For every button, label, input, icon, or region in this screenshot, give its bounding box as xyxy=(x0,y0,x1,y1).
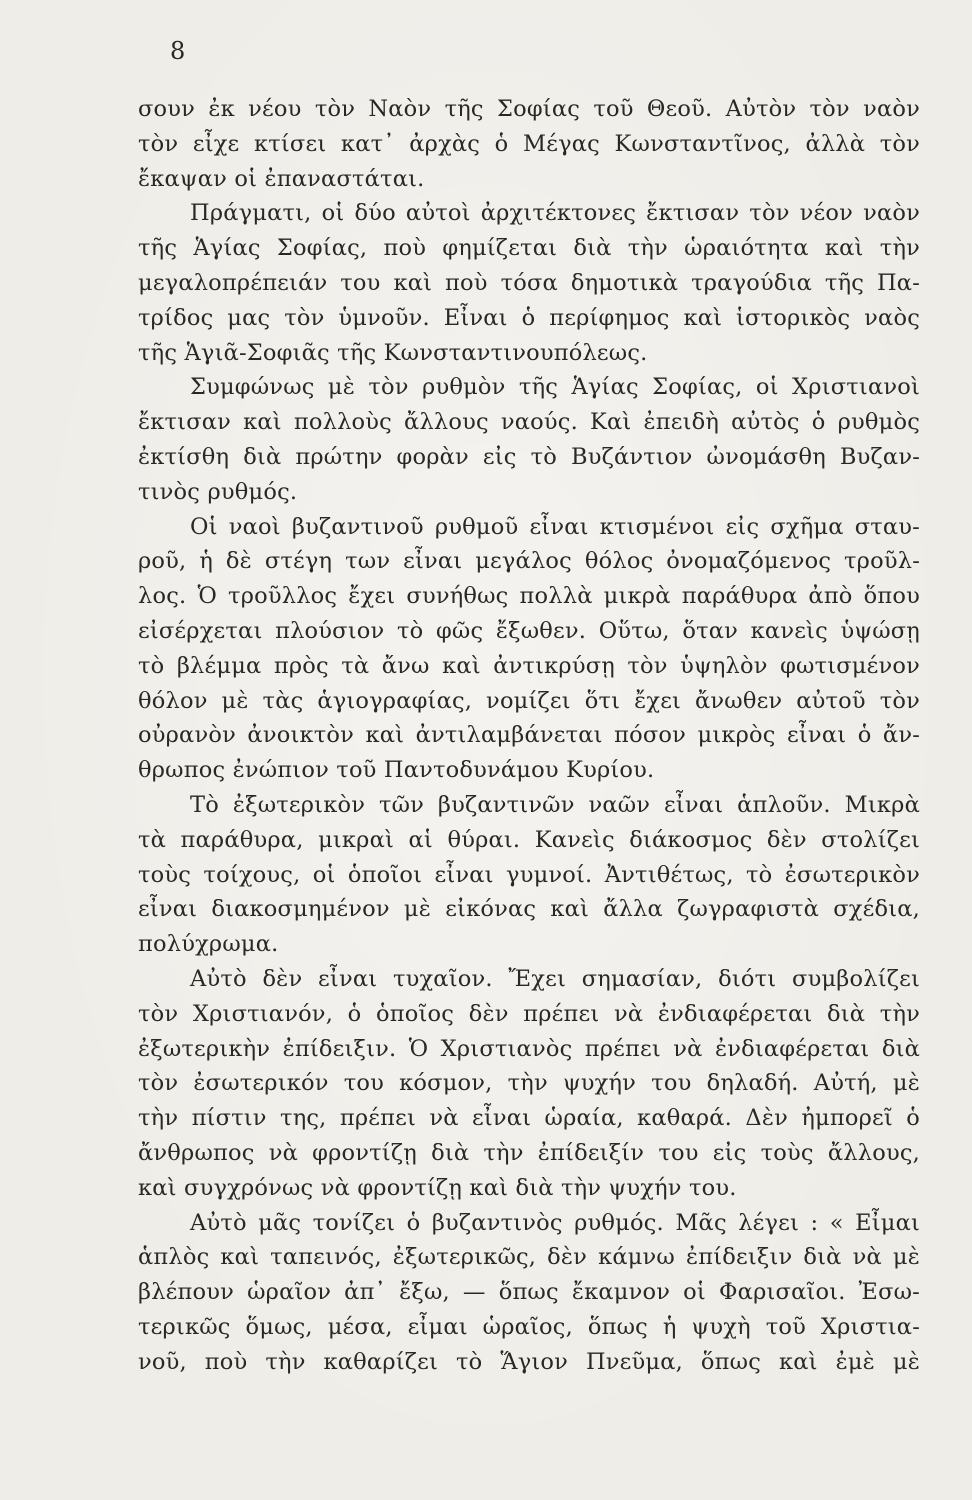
text-line: τινὸς ρυθμός. xyxy=(138,478,298,505)
text-line: τερικῶς ὅμως, μέσα, εἶμαι ὡραῖος, ὅπως ἡ ψυχὴ τοῦ Χριστια- xyxy=(138,1313,920,1340)
text-line: ἄνθρωπος νὰ φροντίζῃ διὰ τὴν ἐπίδειξίν του εἰς τοὺς ἄλλους, xyxy=(138,1139,920,1166)
text-line: ἁπλὸς καὶ ταπεινός, ἐξωτερικῶς, δὲν κάμνω ἐπίδειξιν διὰ νὰ μὲ xyxy=(138,1244,920,1271)
text-line: οὐρανὸν ἀνοικτὸν καὶ ἀντιλαμβάνεται πόσον μικρὸς εἶναι ὁ ἄν- xyxy=(138,722,920,749)
text-line: τὸν Χριστιανόν, ὁ ὁποῖος δὲν πρέπει νὰ ἐνδιαφέρεται διὰ τὴν xyxy=(138,1000,920,1027)
text-line: ἐξωτερικὴν ἐπίδειξιν. Ὁ Χριστιανὸς πρέπει νὰ ἐνδιαφέρεται διὰ xyxy=(138,1035,920,1062)
text-line: Αὐτὸ δὲν εἶναι τυχαῖον. Ἔχει σημασίαν, διότι συμβολίζει xyxy=(190,965,920,992)
page-number: 8 xyxy=(170,37,186,65)
text-line: Οἱ ναοὶ βυζαντινοῦ ρυθμοῦ εἶναι κτισμένοι εἰς σχῆμα σταυ- xyxy=(190,513,920,540)
text-line: ἔκτισαν καὶ πολλοὺς ἄλλους ναούς. Καὶ ἐπειδὴ αὐτὸς ὁ ρυθμὸς xyxy=(138,409,920,436)
text-line: Συμφώνως μὲ τὸν ρυθμὸν τῆς Ἁγίας Σοφίας, οἱ Χριστιανοὶ xyxy=(190,374,920,401)
text-line: μεγαλοπρέπειάν του καὶ ποὺ τόσα δημοτικὰ τραγούδια τῆς Πα- xyxy=(138,269,920,296)
text-line: νοῦ, ποὺ τὴν καθαρίζει τὸ Ἅγιον Πνεῦμα, ὅπως καὶ ἐμὲ μὲ xyxy=(138,1348,920,1375)
text-line: εἶναι διακοσμημένον μὲ εἰκόνας καὶ ἄλλα ζωγραφιστὰ σχέδια, xyxy=(138,896,920,923)
text-line: εἰσέρχεται πλούσιον τὸ φῶς ἔξωθεν. Οὕτω, ὅταν κανεὶς ὑψώσῃ xyxy=(138,617,920,644)
text-line: τοὺς τοίχους, οἱ ὁποῖοι εἶναι γυμνοί. Ἀντιθέτως, τὸ ἐσωτερικὸν xyxy=(138,861,920,888)
body-text xyxy=(138,92,920,1379)
text-line: πολύχρωμα. xyxy=(138,931,279,958)
text-line: τῆς Ἁγίας Σοφίας, ποὺ φημίζεται διὰ τὴν ὡραιότητα καὶ τὴν xyxy=(138,235,920,262)
text-line: τῆς Ἁγιᾶ-Σοφιᾶς τῆς Κωνσταντινουπόλεως. xyxy=(138,339,648,366)
text-line: Τὸ ἐξωτερικὸν τῶν βυζαντινῶν ναῶν εἶναι ἁπλοῦν. Μικρὰ xyxy=(190,791,920,818)
text-line: τὸν ἐσωτερικόν του κόσμον, τὴν ψυχήν του δηλαδή. Αὐτή, μὲ xyxy=(138,1070,920,1097)
text-line: τὰ παράθυρα, μικραὶ αἱ θύραι. Κανεὶς διάκοσμος δὲν στολίζει xyxy=(138,826,920,853)
text-line: Αὐτὸ μᾶς τονίζει ὁ βυζαντινὸς ρυθμός. Μᾶς λέγει : « Εἶμαι xyxy=(190,1209,920,1236)
text-line: τὸν εἶχε κτίσει κατ᾽ ἀρχὰς ὁ Μέγας Κωνσταντῖνος, ἀλλὰ τὸν xyxy=(138,130,920,157)
text-line: τὸ βλέμμα πρὸς τὰ ἄνω καὶ ἀντικρύσῃ τὸν ὑψηλὸν φωτισμένον xyxy=(138,652,920,679)
text-line: ἐκτίσθη διὰ πρώτην φορὰν εἰς τὸ Βυζάντιον ὠνομάσθη Βυζαν- xyxy=(138,443,920,470)
text-line: τρίδος μας τὸν ὑμνοῦν. Εἶναι ὁ περίφημος καὶ ἱστορικὸς ναὸς xyxy=(138,304,920,331)
text-line: βλέπουν ὡραῖον ἀπ᾽ ἔξω, — ὅπως ἔκαμνον οἱ Φαρισαῖοι. Ἐσω- xyxy=(138,1279,920,1306)
text-line: ἔκαψαν οἱ ἐπαναστάται. xyxy=(138,165,425,192)
text-line: ροῦ, ἡ δὲ στέγη των εἶναι μεγάλος θόλος ὀνομαζόμενος τροῦλ- xyxy=(138,548,920,575)
text-line: καὶ συγχρόνως νὰ φροντίζῃ καὶ διὰ τὴν ψυχήν του. xyxy=(138,1174,737,1201)
text-line: σουν ἐκ νέου τὸν Ναὸν τῆς Σοφίας τοῦ Θεοῦ. Αὐτὸν τὸν ναὸν xyxy=(138,96,920,122)
text-line: λος. Ὁ τροῦλλος ἔχει συνήθως πολλὰ μικρὰ παράθυρα ἀπὸ ὅπου xyxy=(138,583,920,610)
text-line: θόλον μὲ τὰς ἁγιογραφίας, νομίζει ὅτι ἔχει ἄνωθεν αὐτοῦ τὸν xyxy=(138,687,920,714)
text-line: τὴν πίστιν της, πρέπει νὰ εἶναι ὡραία, καθαρά. Δὲν ἠμπορεῖ ὁ xyxy=(138,1105,920,1132)
text-line: Πράγματι, οἱ δύο αὐτοὶ ἀρχιτέκτονες ἔκτισαν τὸν νέον ναὸν xyxy=(190,200,920,227)
text-line: θρωπος ἐνώπιον τοῦ Παντοδυνάμου Κυρίου. xyxy=(138,757,655,784)
